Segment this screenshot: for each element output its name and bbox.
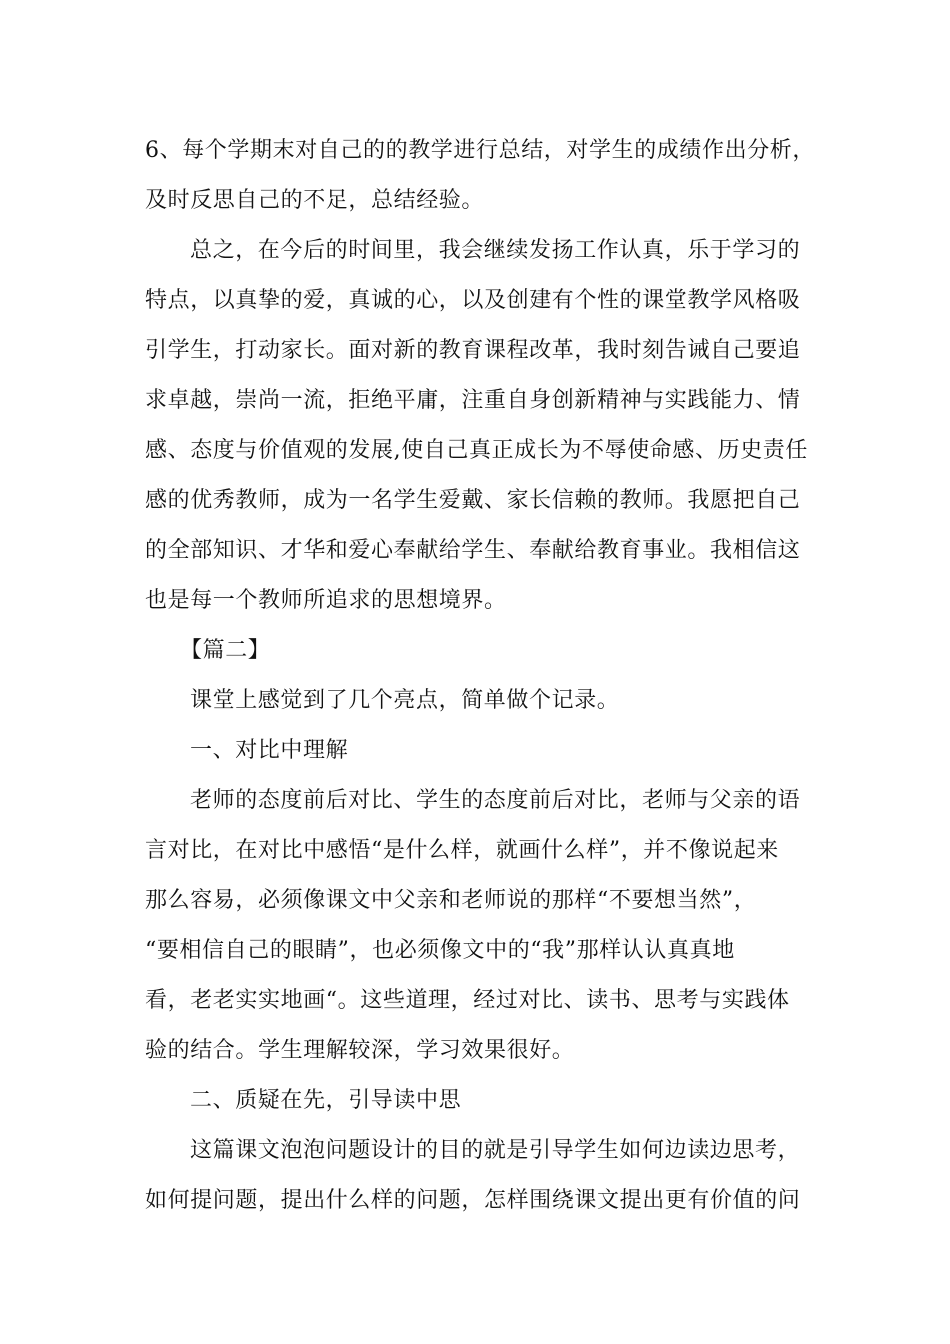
text-line: 及时反思自己的不足，总结经验。 <box>145 188 485 213</box>
text-line: 这篇课文泡泡问题设计的目的就是引导学生如何边读边思考， <box>190 1138 801 1163</box>
text-line: 如何提问题，提出什么样的问题，怎样围绕课文提出更有价值的问 <box>145 1188 801 1213</box>
text-line: 求卓越，崇尚一流，拒绝平庸，注重自身创新精神与实践能力、情 <box>145 388 801 413</box>
text-line: 感的优秀教师，成为一名学生爱戴、家长信赖的教师。我愿把自己 <box>145 488 801 513</box>
subsection-heading: 二、质疑在先，引导读中思 <box>190 1088 462 1113</box>
text-line: 特点，以真挚的爱，真诚的心，以及创建有个性的课堂教学风格吸 <box>145 288 801 313</box>
text-line: 那么容易，必须像课文中父亲和老师说的那样“不要想当然”， <box>145 888 757 913</box>
text-line: 看，老老实实地画“。这些道理，经过对比、读书、思考与实践体 <box>145 988 790 1013</box>
text-line: 老师的态度前后对比、学生的态度前后对比，老师与父亲的语 <box>190 788 801 813</box>
text-line: 课堂上感觉到了几个亮点，简单做个记录。 <box>190 688 620 713</box>
text-line: 的全部知识、才华和爱心奉献给学生、奉献给教育事业。我相信这 <box>145 538 801 563</box>
subsection-heading: 一、对比中理解 <box>190 738 349 763</box>
section-heading: 【篇二】 <box>180 638 271 663</box>
text-line: 验的结合。学生理解较深，学习效果很好。 <box>145 1038 575 1063</box>
text-line: 言对比，在对比中感悟“是什么样，就画什么样”，并不像说起来 <box>145 838 779 863</box>
text-line: 感、态度与价值观的发展,使自己真正成长为不辱使命感、历史责任 <box>145 438 808 463</box>
text-line: 引学生，打动家长。面对新的教育课程改革，我时刻告诫自己要追 <box>145 338 801 363</box>
text-line: 6、每个学期末对自己的的教学进行总结，对学生的成绩作出分析， <box>145 138 815 163</box>
text-line: 也是每一个教师所追求的思想境界。 <box>145 588 507 613</box>
text-line: 总之，在今后的时间里，我会继续发扬工作认真，乐于学习的 <box>190 238 801 263</box>
text-line: “要相信自己的眼睛”，也必须像文中的“我”那样认认真真地 <box>145 938 735 963</box>
